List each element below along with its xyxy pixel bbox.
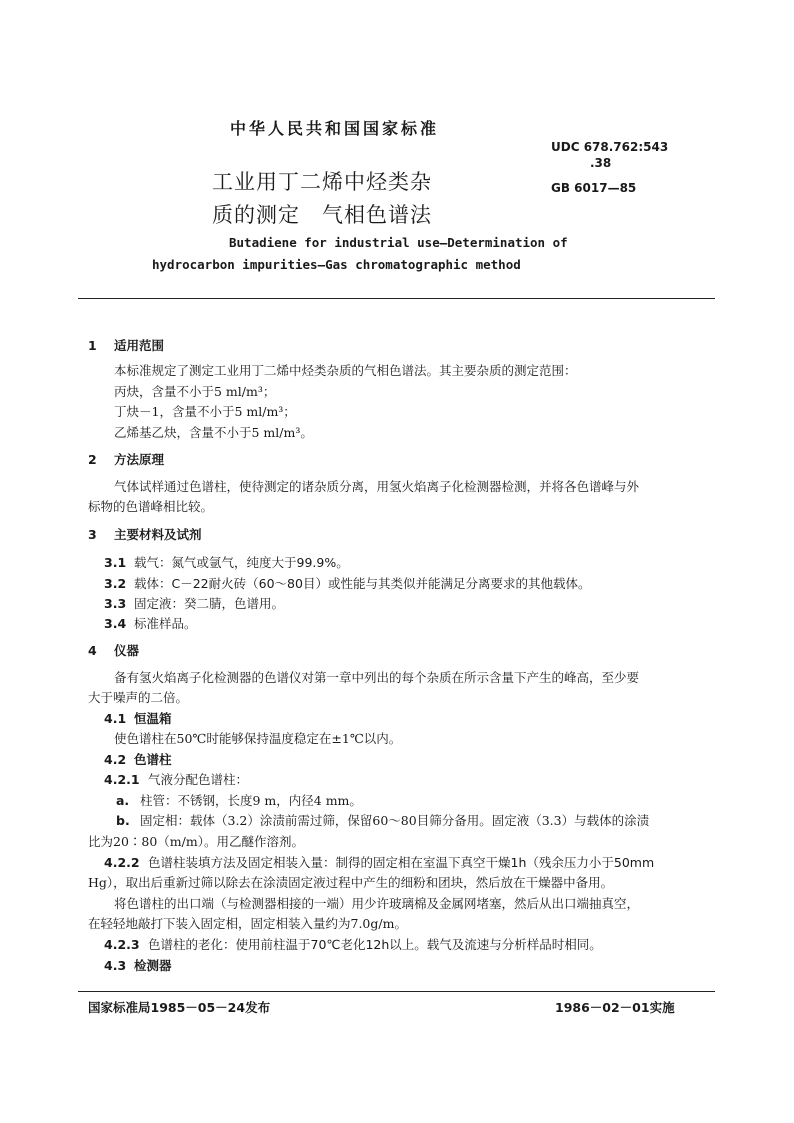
footer-divider: [78, 991, 715, 992]
standard-type: 中华人民共和国国家标准: [230, 119, 440, 138]
section-1-heading: [88, 336, 164, 354]
section-4-2-3-number: 4.2.3: [104, 937, 140, 952]
section-3-4: [104, 614, 197, 632]
section-3-4-text: 标准样品。: [134, 616, 197, 631]
section-4-2-2-line-2: Hg），取出后重新过筛以除去在涂渍固定液过程中产生的细粉和团块，然后放在干燥器中备用。: [88, 875, 614, 890]
section-4-2-2: [104, 853, 654, 871]
section-4-number: 4: [88, 643, 97, 658]
section-1-number: 1: [88, 338, 97, 353]
section-4-line-2: 大于噪声的二倍。: [88, 690, 189, 705]
section-4-2-1-number: 4.2.1: [104, 772, 140, 787]
title-zh-line1: 工业用丁二烯中烃类杂: [212, 170, 432, 194]
section-1-item-2: 丁炔－1，含量不小于5 ml/m³；: [114, 404, 296, 419]
item-a: [116, 791, 362, 809]
udc-label: UDC: [551, 140, 580, 154]
section-4-1-heading: [104, 709, 172, 727]
section-3-2-number: 3.2: [104, 576, 127, 591]
section-4-2-1: [104, 770, 248, 788]
section-4-title: 仪器: [114, 643, 140, 658]
title-en-line2: hydrocarbon impurities—Gas chromatographic method: [152, 257, 521, 272]
section-3-2: [104, 574, 590, 592]
gb-number: GB 6017—85: [551, 181, 637, 195]
item-a-text: 柱管：不锈钢，长度9 m，内径4 mm。: [140, 793, 362, 808]
section-4-2-heading: [104, 750, 172, 768]
section-3-heading: [88, 525, 202, 543]
section-4-2-3-text: 色谱柱的老化：使用前柱温于70℃老化12h以上。载气及流速与分析样品时相同。: [148, 937, 602, 952]
section-4-2-2-line-4: 在轻轻地敲打下装入固定相，固定相装入量约为7.0g/m。: [88, 916, 407, 931]
udc-block: [551, 140, 668, 154]
title-en-line1: Butadiene for industrial use—Determination of: [229, 235, 568, 250]
udc-code-cont: .38: [590, 156, 612, 170]
section-4-heading: [88, 641, 139, 659]
effective-date: 1986－02－01实施: [555, 1000, 675, 1015]
section-4-1-title: 恒温箱: [134, 711, 172, 726]
item-b-label: b.: [116, 813, 130, 828]
section-1-title: 适用范围: [114, 338, 165, 353]
section-3-3-number: 3.3: [104, 596, 127, 611]
item-a-label: a.: [116, 793, 130, 808]
section-2-heading: [88, 450, 164, 468]
section-1-intro: 本标准规定了测定工业用丁二烯中烃类杂质的气相色谱法。其主要杂质的测定范围：: [114, 363, 577, 378]
section-4-2-2-line-1: 色谱柱装填方法及固定相装入量：制得的固定相在室温下真空干燥1h（残余压力小于50mm: [148, 855, 655, 870]
title-zh-line2: 质的测定 气相色谱法: [212, 203, 432, 227]
section-3-4-number: 3.4: [104, 616, 127, 631]
section-3-1-number: 3.1: [104, 555, 127, 570]
section-4-1-number: 4.1: [104, 711, 127, 726]
section-3-number: 3: [88, 527, 97, 542]
section-3-title: 主要材料及试剂: [114, 527, 202, 542]
section-4-line-1: 备有氢火焰离子化检测器的色谱仪对第一章中列出的每个杂质在所示含量下产生的峰高，至少要: [114, 670, 640, 685]
section-4-2-number: 4.2: [104, 752, 127, 767]
item-b-line-2: 比为20∶80（m/m）。用乙醚作溶剂。: [88, 834, 304, 849]
section-2-number: 2: [88, 452, 97, 467]
section-1-item-3: 乙烯基乙炔，含量不小于5 ml/m³。: [114, 425, 313, 440]
section-4-3-number: 4.3: [104, 958, 127, 973]
section-4-1-text: 使色谱柱在50℃时能够保持温度稳定在±1℃以内。: [114, 731, 402, 746]
section-3-1-text: 载气：氮气或氩气，纯度大于99.9%。: [134, 555, 349, 570]
section-2-title: 方法原理: [114, 452, 165, 467]
item-b-line-1: 固定相：载体（3.2）涂渍前需过筛，保留60～80目筛分备用。固定液（3.3）与载体的涂渍: [140, 813, 650, 828]
section-3-2-text: 载体：C－22耐火砖（60～80目）或性能与其类似并能满足分离要求的其他载体。: [134, 576, 591, 591]
issue-date: 国家标准局1985－05－24发布: [88, 1000, 271, 1015]
section-4-2-3: [104, 935, 602, 953]
section-4-2-2-line-3: 将色谱柱的出口端（与检测器相接的一端）用少许玻璃棉及金属网堵塞，然后从出口端抽真空，: [114, 896, 640, 911]
section-3-3-text: 固定液：癸二腈，色谱用。: [134, 596, 285, 611]
section-1-item-1: 丙炔，含量不小于5 ml/m³；: [114, 384, 276, 399]
header-divider: [78, 298, 715, 299]
section-4-2-title: 色谱柱: [134, 752, 172, 767]
section-3-1: [104, 553, 349, 571]
section-2-line-1: 气体试样通过色谱柱，使待测定的诸杂质分离，用氢火焰离子化检测器检测，并将各色谱峰与外: [114, 479, 640, 494]
section-4-3-heading: [104, 956, 172, 974]
udc-code: 678.762:543: [583, 140, 669, 154]
section-4-2-2-number: 4.2.2: [104, 855, 140, 870]
item-b: [116, 811, 649, 829]
section-3-3: [104, 594, 284, 612]
section-4-2-1-text: 气液分配色谱柱：: [148, 772, 249, 787]
section-2-line-2: 标物的色谱峰相比较。: [88, 499, 214, 514]
section-4-3-title: 检测器: [134, 958, 172, 973]
